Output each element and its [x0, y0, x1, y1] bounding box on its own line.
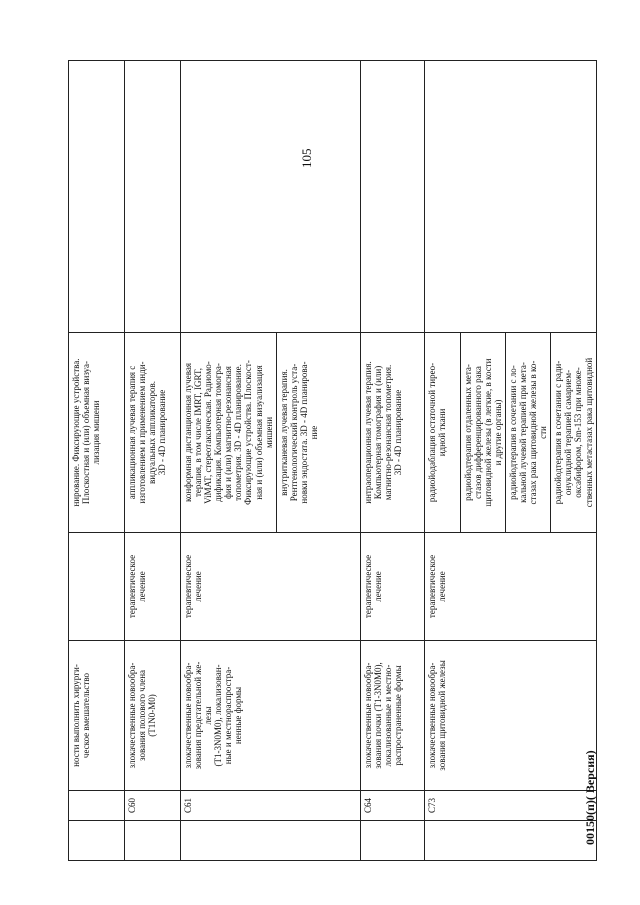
empty-cell — [181, 821, 361, 861]
disease-cell: злокачественные новообра- зования предстательной же- лезы (T1-3N0M0), локализован- ные и местнораспростра- ненные формы — [181, 641, 361, 791]
disease-cell: ности выполнить хирурги- ческое вмешательство — [69, 641, 125, 791]
code-cell: C61 — [181, 791, 361, 821]
method-cell: радиойодтерапия в сочетании с ради- онуклидной терапией самарием- оксабифором, Sm-153 при множе- ственных метастазах рака щитовидной — [551, 333, 596, 533]
document-footer: 00150(п)( Версия) — [583, 750, 597, 845]
treatment-cell: терапевтическое лечение — [424, 533, 596, 641]
method-cell: внутритканевая лучевая терапия. Рентгенологический контроль уста- новки эндостата. 3D - 4D планирова- ние — [276, 333, 360, 533]
empty-cell — [360, 821, 424, 861]
disease-cell: злокачественные новообра- зования щитовидной железы — [424, 641, 596, 791]
code-cell: C73 — [424, 791, 596, 821]
method-cell: радиойодтерапия отдаленных мета- стазов дифференцированного рака щитовидной железы (в легкие, в кости и другие органы) — [460, 333, 505, 533]
table-row — [69, 61, 125, 861]
table-row — [360, 61, 424, 861]
treatment-cell: терапевтическое лечение — [125, 533, 181, 641]
method-cell: интраоперационная лучевая терапия. Компьютерная томография и (или) магнитно-резонансная топометрия. 3D - 4D планирование — [360, 333, 424, 533]
disease-cell: злокачественные новообра- зования почки (T1-3N0M0), локализованные и местно- распространенные формы — [360, 641, 424, 791]
disease-cell: злокачественные новообра- зования полового члена (T1N0-M0) — [125, 641, 181, 791]
empty-cell — [69, 821, 125, 861]
empty-cell — [125, 821, 181, 861]
empty-cell — [424, 821, 596, 861]
table-row — [424, 61, 460, 861]
method-cell: радиойодаблация остаточной тирео- идной ткани — [424, 333, 460, 533]
treatment-cell: терапевтическое лечение — [360, 533, 424, 641]
page-number: 105 — [299, 148, 314, 168]
code-cell: C60 — [125, 791, 181, 821]
empty-cell — [69, 61, 125, 333]
method-cell: аппликационная лучевая терапия с изготовлением и применением инди- видуальных аппликаторов. 3D - 4D планирование — [125, 333, 181, 533]
table-row — [181, 61, 277, 861]
empty-cell — [125, 61, 181, 333]
procedures-table — [68, 60, 597, 861]
treatment-cell — [69, 533, 125, 641]
method-cell: нирование. Фиксирующие устройства. Плоскостная и (или) объемная визуа- лизация мишени — [69, 333, 125, 533]
code-cell: C64 — [360, 791, 424, 821]
method-cell: конформная дистанционная лучевая терапия, в том числе IMRT, IGRT, ViMAT, стереотаксическая. Радиомо- дификация. Компьютерная томогра- фия и (или) магнитно-резонансная топометрия. 3D - 4D планирование. Фиксирующие устройства. Плоскост- ная и (или) объемная визуализация мишени — [181, 333, 277, 533]
table-row — [125, 61, 181, 861]
empty-cell — [424, 61, 596, 333]
code-cell — [69, 791, 125, 821]
treatment-cell: терапевтическое лечение — [181, 533, 361, 641]
empty-cell — [181, 61, 361, 333]
method-cell: радиойодтерапия в сочетании с ло- кальной лучевой терапией при мета- стазах рака щитовидной железы в ко- сти — [506, 333, 551, 533]
empty-cell — [360, 61, 424, 333]
